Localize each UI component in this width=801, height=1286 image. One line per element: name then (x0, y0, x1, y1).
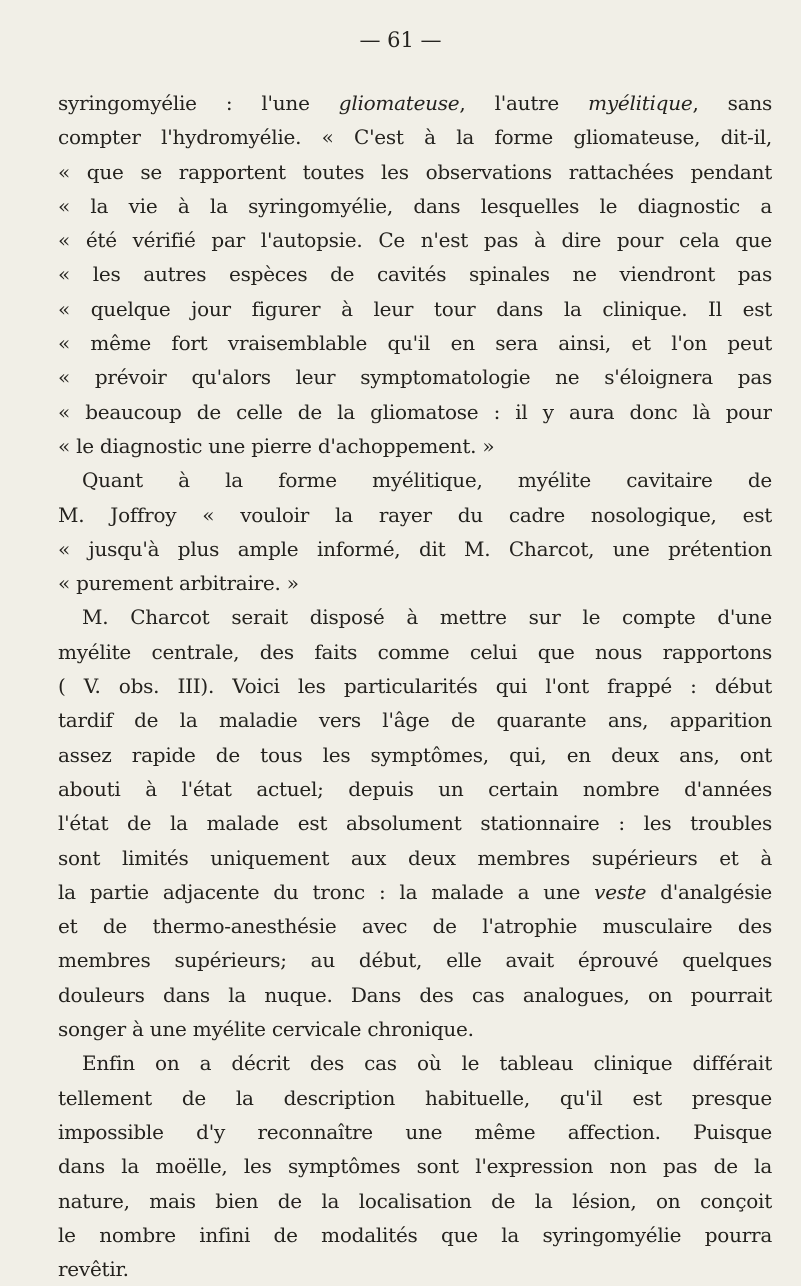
text-line: tellement de la description habituelle, qu'il est presque (58, 1085, 772, 1110)
text-line: membres supérieurs; au début, elle avait éprouvé quelques (58, 948, 772, 973)
text-line: M. Charcot serait disposé à mettre sur le compte d'une (82, 605, 772, 630)
text-line: compter l'hydromyélie. « C'est à la forme gliomateuse, dit-il, (58, 125, 772, 150)
text-line: le nombre infini de modalités que la syringomyélie pourra (58, 1222, 772, 1247)
text-line: « prévoir qu'alors leur symptomatologie ne s'éloignera pas (58, 365, 772, 390)
text-line: Enfin on a décrit des cas où le tableau clinique différait (82, 1051, 772, 1076)
text-line: « beaucoup de celle de la gliomatose : il y aura donc là pour (58, 399, 772, 424)
text-line: songer à une myélite cervicale chronique. (58, 1017, 474, 1042)
emphasis: gliomateuse (338, 91, 460, 115)
text-line: douleurs dans la nuque. Dans des cas analogues, on pourrait (58, 982, 772, 1007)
text-line: « jusqu'à plus ample informé, dit M. Charcot, une prétention (58, 536, 772, 561)
text-line: et de thermo-anesthésie avec de l'atrophie musculaire des (58, 914, 772, 939)
text-line: la partie adjacente du tronc : la malade a une veste d'analgésie (58, 879, 772, 904)
emphasis: veste (594, 879, 647, 904)
body-text (58, 86, 772, 1286)
text-line: dans la moëlle, les symptômes sont l'expression non pas de la (58, 1154, 772, 1179)
text-line: M. Joffroy « vouloir la rayer du cadre nosologique, est (58, 502, 772, 527)
text-line: l'état de la malade est absolument stationnaire : les troubles (58, 811, 772, 836)
text-line: ( V. obs. III). Voici les particularités qui l'ont frappé : début (58, 674, 772, 699)
text-line: assez rapide de tous les symptômes, qui, en deux ans, ont (58, 742, 772, 767)
text-line: syringomyélie : l'une gliomateuse, l'autre myélitique, sans (58, 91, 772, 115)
text-line: « le diagnostic une pierre d'achoppement. » (58, 433, 495, 458)
page-number: — 61 — (359, 28, 442, 52)
text-line: « que se rapportent toutes les observations rattachées pendant (58, 159, 772, 184)
text-line: « purement arbitraire. » (58, 571, 299, 596)
text-line: tardif de la maladie vers l'âge de quarante ans, apparition (58, 708, 772, 733)
text-line: « la vie à la syringomyélie, dans lesquelles le diagnostic a (58, 193, 772, 218)
text-line: abouti à l'état actuel; depuis un certain nombre d'années (58, 776, 772, 801)
text-line: « les autres espèces de cavités spinales ne viendront pas (58, 262, 772, 287)
emphasis: myélitique (588, 91, 693, 115)
text-line: revêtir. (58, 1257, 129, 1282)
text-line: « été vérifié par l'autopsie. Ce n'est pas à dire pour cela que (58, 228, 772, 253)
text-line: « quelque jour figurer à leur tour dans la clinique. Il est (58, 296, 772, 321)
text-line: nature, mais bien de la localisation de la lésion, on conçoit (58, 1188, 772, 1213)
text-line: « même fort vraisemblable qu'il en sera ainsi, et l'on peut (58, 331, 772, 356)
text-line: myélite centrale, des faits comme celui que nous rapportons (58, 639, 772, 664)
text-line: sont limités uniquement aux deux membres supérieurs et à (58, 845, 772, 870)
text-line: impossible d'y reconnaître une même affection. Puisque (58, 1119, 772, 1144)
text-line: Quant à la forme myélitique, myélite cavitaire de (82, 468, 772, 493)
